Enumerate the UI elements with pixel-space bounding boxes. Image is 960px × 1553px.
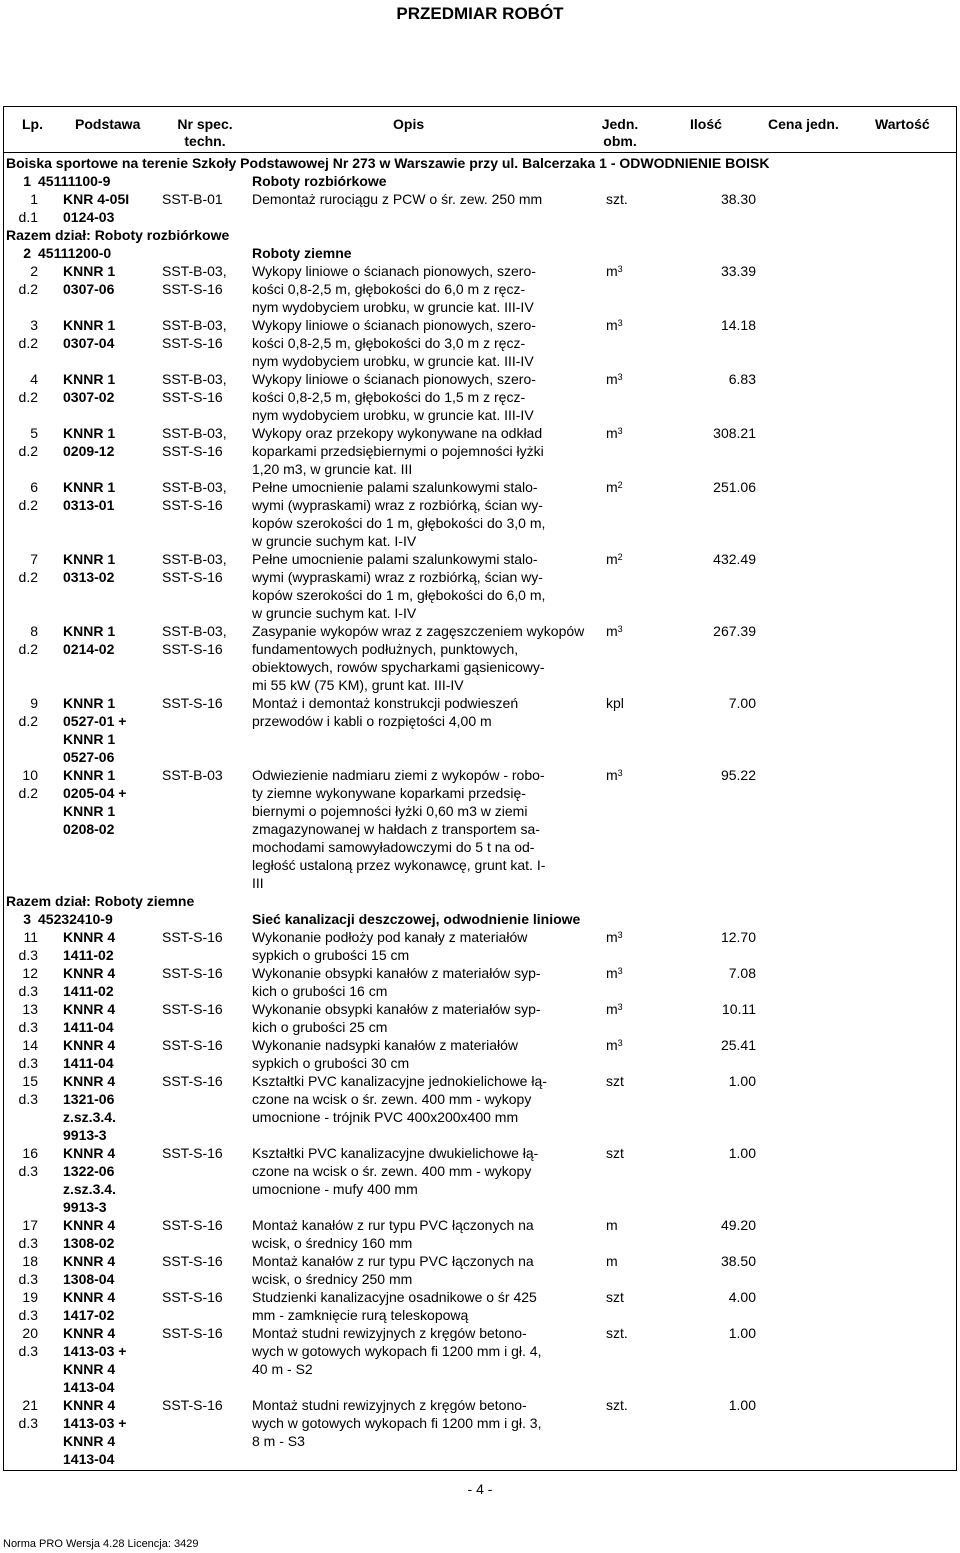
item-quantity: 10.11: [722, 1001, 756, 1017]
item-description: w gruncie suchym kat. I-IV: [252, 605, 417, 621]
item-unit: szt.: [606, 1397, 628, 1413]
item-quantity: 38.50: [720, 1253, 756, 1269]
item-description: Kształtki PVC kanalizacyjne jednokielichowe łą-: [252, 1073, 547, 1089]
item-description: wymi (wypraskami) wraz z rozbiórką, ścian wy-: [252, 569, 543, 585]
item-spec: SST-B-03,: [162, 551, 227, 567]
item-description: kich o grubości 25 cm: [252, 1019, 388, 1035]
item-description: wcisk, o średnicy 250 mm: [252, 1271, 413, 1287]
item-description: koparkami przedsiębiernymi o pojemności łyżki: [252, 443, 544, 459]
header-bottom-border: [3, 152, 957, 153]
item-basis: 1411-02: [63, 947, 114, 963]
item-unit: szt: [606, 1145, 624, 1161]
item-unit: $m^3$: [606, 767, 623, 783]
item-basis: KNNR 4: [63, 1289, 116, 1305]
header-lp: Lp.: [22, 116, 43, 132]
item-lp: 1: [30, 191, 38, 207]
project-title: Boiska sportowe na terenie Szkoły Podstawowej Nr 273 w Warszawie przy ul. Balcerzaka 1 - ODWODNIENIE BOISK: [6, 155, 770, 171]
item-quantity: 1.00: [728, 1325, 756, 1341]
item-spec: SST-S-16: [162, 335, 223, 351]
item-description: Montaż studni rewizyjnych z kręgów betono-: [252, 1325, 527, 1341]
section-name: Sieć kanalizacji deszczowej, odwodnienie liniowe: [252, 911, 581, 927]
item-unit: $m^3$: [606, 1037, 623, 1053]
item-basis: 0307-06: [63, 281, 115, 297]
item-basis: KNNR 4: [63, 965, 116, 981]
item-lp: d.2: [18, 389, 38, 405]
section-code: 45111200-0: [38, 245, 112, 261]
item-spec: SST-B-03,: [162, 317, 227, 333]
item-unit: szt: [606, 1073, 624, 1089]
item-basis: 0313-01: [63, 497, 115, 513]
table-top-border: [3, 106, 957, 107]
item-spec: SST-S-16: [162, 1001, 223, 1017]
section-name: Roboty ziemne: [252, 245, 352, 261]
item-lp: 5: [30, 425, 38, 441]
item-quantity: 12.70: [720, 929, 756, 945]
item-lp: 6: [30, 479, 38, 495]
item-description: ty ziemne wykonywane koparkami przedsię-: [252, 785, 526, 801]
item-spec: SST-B-03: [162, 767, 223, 783]
item-description: kopów szerokości do 1 m, głębokości do 6,0 m,: [252, 587, 546, 603]
item-description: Wykonanie nadsypki kanałów z materiałów: [252, 1037, 518, 1053]
item-basis: KNNR 4: [63, 1001, 116, 1017]
item-basis: 1413-03 +: [63, 1343, 127, 1359]
item-unit: $m^3$: [606, 263, 623, 279]
item-lp: 19: [22, 1289, 38, 1305]
item-basis: 0209-12: [63, 443, 115, 459]
item-unit: $m^2$: [606, 479, 623, 495]
item-basis: KNNR 1: [63, 425, 116, 441]
item-basis: KNNR 1: [63, 479, 116, 495]
item-unit: szt.: [606, 191, 628, 207]
item-lp: d.2: [18, 569, 38, 585]
item-description: 8 m - S3: [252, 1433, 305, 1449]
footer-license: Norma PRO Wersja 4.28 Licencja: 3429: [3, 1538, 199, 1550]
item-lp: 10: [22, 767, 38, 783]
item-lp: 13: [22, 1001, 38, 1017]
item-description: kości 0,8-2,5 m, głębokości do 1,5 m z ręcz-: [252, 389, 526, 405]
item-basis: KNNR 4: [63, 929, 116, 945]
item-description: obiektowych, rowów spycharkami gąsienicowy-: [252, 659, 545, 675]
item-quantity: 432.49: [713, 551, 756, 567]
item-basis: 1413-04: [63, 1451, 115, 1467]
item-basis: 1411-02: [63, 983, 114, 999]
item-lp: d.3: [18, 983, 38, 999]
item-description: wych w gotowych wykopach fi 1200 mm i gł. 4,: [252, 1343, 542, 1359]
item-description: mi 55 kW (75 KM), grunt kat. III-IV: [252, 677, 464, 693]
item-unit: $m^3$: [606, 425, 623, 441]
item-description: Wykopy liniowe o ścianach pionowych, szero-: [252, 263, 536, 279]
item-basis: 1413-04: [63, 1379, 115, 1395]
item-unit: $m^3$: [606, 317, 623, 333]
item-lp: 9: [30, 695, 38, 711]
item-lp: d.3: [18, 1091, 38, 1107]
item-quantity: 267.39: [713, 623, 756, 639]
item-spec: SST-B-03,: [162, 263, 227, 279]
item-basis: KNNR 4: [63, 1433, 116, 1449]
item-lp: d.3: [18, 1055, 38, 1071]
table-right-border: [956, 106, 957, 1470]
item-basis: 0307-04: [63, 335, 115, 351]
item-description: Wykonanie podłoży pod kanały z materiałów: [252, 929, 528, 945]
item-lp: d.3: [18, 1163, 38, 1179]
item-basis: z.sz.3.4.: [63, 1109, 116, 1125]
section-code: 45111100-9: [38, 173, 111, 189]
item-basis: KNNR 4: [63, 1397, 116, 1413]
item-description: czone na wcisk o śr. zewn. 400 mm - wykopy: [252, 1163, 532, 1179]
item-lp: d.3: [18, 1343, 38, 1359]
item-lp: 12: [22, 965, 38, 981]
item-basis: KNNR 1: [63, 317, 116, 333]
item-basis: 9913-3: [63, 1127, 107, 1143]
item-unit: m: [606, 1217, 618, 1233]
item-unit: $m^3$: [606, 371, 623, 387]
item-basis: 0313-02: [63, 569, 115, 585]
page-title: PRZEDMIAR ROBÓT: [396, 4, 564, 23]
item-basis: KNNR 4: [63, 1325, 116, 1341]
item-description: Odwiezienie nadmiaru ziemi z wykopów - robo-: [252, 767, 545, 783]
item-lp: d.3: [18, 947, 38, 963]
item-spec: SST-S-16: [162, 641, 223, 657]
item-spec: SST-B-03,: [162, 371, 227, 387]
item-unit: kpl: [606, 695, 624, 711]
table-left-border: [3, 106, 4, 1470]
item-description: wymi (wypraskami) wraz z rozbiórką, ścian wy-: [252, 497, 543, 513]
item-description: III: [252, 875, 264, 891]
item-description: mm - zamknięcie rurą teleskopową: [252, 1307, 469, 1323]
item-description: Montaż kanałów z rur typu PVC łączonych na: [252, 1253, 534, 1269]
section-number: 1: [23, 173, 31, 189]
item-description: 40 m - S2: [252, 1361, 313, 1377]
header-opis: Opis: [393, 116, 425, 132]
header-jedn: Jedn. obm.: [601, 116, 639, 149]
item-basis: KNNR 1: [63, 551, 116, 567]
item-basis: KNNR 4: [63, 1361, 116, 1377]
item-description: nym wydobyciem urobku, w gruncie kat. III-IV: [252, 353, 534, 369]
item-description: w gruncie suchym kat. I-IV: [252, 533, 417, 549]
item-spec: SST-B-03,: [162, 479, 227, 495]
item-lp: 20: [22, 1325, 38, 1341]
item-basis: 1322-06: [63, 1163, 115, 1179]
item-lp: 18: [22, 1253, 38, 1269]
item-lp: d.3: [18, 1235, 38, 1251]
section-name: Roboty rozbiórkowe: [252, 173, 387, 189]
item-description: sypkich o grubości 15 cm: [252, 947, 410, 963]
item-lp: d.3: [18, 1307, 38, 1323]
item-spec: SST-S-16: [162, 1397, 223, 1413]
item-basis: KNNR 1: [63, 731, 116, 747]
section-code: 45232410-9: [38, 911, 113, 927]
item-quantity: 6.83: [728, 371, 756, 387]
item-basis: KNNR 1: [63, 623, 116, 639]
item-basis: 0205-04 +: [63, 785, 127, 801]
item-spec: SST-S-16: [162, 569, 223, 585]
item-description: Montaż studni rewizyjnych z kręgów betono-: [252, 1397, 527, 1413]
item-unit: $m^3$: [606, 623, 623, 639]
item-description: Wykopy oraz przekopy wykonywane na odkład: [252, 425, 543, 441]
item-quantity: 251.06: [713, 479, 756, 495]
item-basis: KNNR 4: [63, 1217, 116, 1233]
item-spec: SST-S-16: [162, 695, 223, 711]
item-basis: KNNR 1: [63, 371, 116, 387]
item-description: nym wydobyciem urobku, w gruncie kat. III-IV: [252, 407, 534, 423]
item-spec: SST-B-03,: [162, 425, 227, 441]
item-spec: SST-S-16: [162, 389, 223, 405]
item-description: ległość ustaloną przez wykonawcę, grunt kat. I-: [252, 857, 546, 873]
item-lp: 11: [23, 929, 38, 945]
item-lp: d.2: [18, 281, 38, 297]
item-basis: 1413-03 +: [63, 1415, 127, 1431]
item-basis: KNNR 1: [63, 695, 116, 711]
item-description: Studzienki kanalizacyjne osadnikowe o śr 425: [252, 1289, 537, 1305]
item-spec: SST-S-16: [162, 929, 223, 945]
item-quantity: 4.00: [728, 1289, 756, 1305]
section-subtotal: Razem dział: Roboty ziemne: [6, 893, 195, 909]
item-basis: 1411-04: [63, 1019, 114, 1035]
section-number: 2: [23, 245, 31, 261]
item-basis: KNNR 1: [63, 263, 116, 279]
item-description: kopów szerokości do 1 m, głębokości do 3,0 m,: [252, 515, 546, 531]
item-description: umocnione - trójnik PVC 400x200x400 mm: [252, 1109, 519, 1125]
item-description: sypkich o grubości 30 cm: [252, 1055, 410, 1071]
item-description: czone na wcisk o śr. zewn. 400 mm - wykopy: [252, 1091, 532, 1107]
item-quantity: 308.21: [713, 425, 756, 441]
item-description: Zasypanie wykopów wraz z zagęszczeniem wykopów: [252, 623, 585, 639]
item-description: Pełne umocnienie palami szalunkowymi stalo-: [252, 551, 538, 567]
item-unit: $m^3$: [606, 929, 623, 945]
item-basis: 0307-02: [63, 389, 115, 405]
item-spec: SST-S-16: [162, 1217, 223, 1233]
item-basis: 0527-06: [63, 749, 115, 765]
item-basis: KNNR 4: [63, 1037, 116, 1053]
item-basis: 1308-04: [63, 1271, 115, 1287]
item-spec: SST-S-16: [162, 965, 223, 981]
item-description: Kształtki PVC kanalizacyjne dwukielichowe łą-: [252, 1145, 539, 1161]
item-unit: m: [606, 1253, 618, 1269]
item-lp: d.2: [18, 713, 38, 729]
item-unit: $m^3$: [606, 1001, 623, 1017]
item-basis: 0214-02: [63, 641, 115, 657]
item-description: 1,20 m3, w gruncie kat. III: [252, 461, 413, 477]
item-unit: szt: [606, 1289, 624, 1305]
item-description: mochodami samowyładowczymi do 5 t na od-: [252, 839, 535, 855]
item-description: Wykopy liniowe o ścianach pionowych, szero-: [252, 371, 536, 387]
item-spec: SST-S-16: [162, 1253, 223, 1269]
header-ilosc: Ilość: [690, 116, 722, 132]
item-spec: SST-B-01: [162, 191, 223, 207]
item-description: Montaż kanałów z rur typu PVC łączonych na: [252, 1217, 534, 1233]
item-description: kich o grubości 16 cm: [252, 983, 388, 999]
item-description: Pełne umocnienie palami szalunkowymi stalo-: [252, 479, 538, 495]
item-quantity: 25.41: [720, 1037, 756, 1053]
item-lp: d.2: [18, 785, 38, 801]
item-description: Wykonanie obsypki kanałów z materiałów syp-: [252, 1001, 541, 1017]
item-spec: SST-S-16: [162, 1289, 223, 1305]
item-basis: 1417-02: [63, 1307, 115, 1323]
item-spec: SST-S-16: [162, 497, 223, 513]
item-basis: KNR 4-05I: [63, 191, 130, 207]
item-spec: SST-S-16: [162, 1325, 223, 1341]
item-lp: d.2: [18, 443, 38, 459]
item-quantity: 38.30: [720, 191, 756, 207]
item-unit: $m^2$: [606, 551, 623, 567]
section-subtotal: Razem dział: Roboty rozbiórkowe: [6, 227, 230, 243]
item-lp: d.2: [18, 335, 38, 351]
item-lp: 16: [22, 1145, 38, 1161]
item-lp: 2: [30, 263, 38, 279]
item-quantity: 7.08: [728, 965, 756, 981]
item-description: nym wydobyciem urobku, w gruncie kat. III-IV: [252, 299, 534, 315]
table-bottom-border: [3, 1470, 957, 1471]
item-basis: 1411-04: [63, 1055, 114, 1071]
item-basis: z.sz.3.4.: [63, 1181, 116, 1197]
item-lp: d.3: [18, 1271, 38, 1287]
item-lp: 15: [22, 1073, 38, 1089]
item-basis: KNNR 4: [63, 1073, 116, 1089]
item-unit: $m^3$: [606, 965, 623, 981]
page-number: - 4 -: [467, 1481, 493, 1497]
item-description: wych w gotowych wykopach fi 1200 mm i gł. 3,: [252, 1415, 542, 1431]
item-spec: SST-S-16: [162, 1073, 223, 1089]
item-lp: 8: [30, 623, 38, 639]
item-lp: d.3: [18, 1019, 38, 1035]
section-number: 3: [23, 911, 31, 927]
item-description: kości 0,8-2,5 m, głębokości do 6,0 m z ręcz-: [252, 281, 526, 297]
header-nr-spec: Nr spec. techn.: [177, 116, 233, 149]
item-basis: 0124-03: [63, 209, 115, 225]
item-quantity: 33.39: [720, 263, 756, 279]
item-lp: 14: [22, 1037, 38, 1053]
header-cena: Cena jedn.: [768, 116, 839, 132]
item-lp: 7: [30, 551, 38, 567]
header-wartosc: Wartość: [875, 116, 930, 132]
item-basis: 0527-01 +: [63, 713, 127, 729]
item-description: wcisk, o średnicy 160 mm: [252, 1235, 413, 1251]
item-basis: KNNR 1: [63, 767, 116, 783]
item-quantity: 95.22: [720, 767, 756, 783]
item-unit: szt.: [606, 1325, 628, 1341]
item-quantity: 7.00: [728, 695, 756, 711]
item-description: fundamentowych podłużnych, punktowych,: [252, 641, 519, 657]
item-basis: KNNR 4: [63, 1253, 116, 1269]
item-lp: d.2: [18, 641, 38, 657]
item-quantity: 49.20: [720, 1217, 756, 1233]
item-description: Wykonanie obsypki kanałów z materiałów syp-: [252, 965, 541, 981]
item-lp: d.3: [18, 1415, 38, 1431]
item-basis: 1321-06: [63, 1091, 115, 1107]
item-lp: 21: [22, 1397, 38, 1413]
item-lp: d.1: [18, 209, 38, 225]
item-spec: SST-S-16: [162, 1037, 223, 1053]
item-lp: 4: [30, 371, 38, 387]
header-podstawa: Podstawa: [75, 116, 141, 132]
item-description: biernymi o pojemności łyżki 0,60 m3 w ziemi: [252, 803, 528, 819]
item-description: Montaż i demontaż konstrukcji podwieszeń: [252, 695, 519, 711]
item-basis: 0208-02: [63, 821, 115, 837]
item-quantity: 1.00: [728, 1145, 756, 1161]
item-spec: SST-S-16: [162, 443, 223, 459]
item-lp: d.2: [18, 497, 38, 513]
item-description: Wykopy liniowe o ścianach pionowych, szero-: [252, 317, 536, 333]
item-basis: KNNR 4: [63, 1145, 116, 1161]
item-description: kości 0,8-2,5 m, głębokości do 3,0 m z ręcz-: [252, 335, 526, 351]
item-spec: SST-S-16: [162, 1145, 223, 1161]
item-spec: SST-B-03,: [162, 623, 227, 639]
item-description: umocnione - mufy 400 mm: [252, 1181, 418, 1197]
item-spec: SST-S-16: [162, 281, 223, 297]
item-description: zmagazynowanej w hałdach z transportem sa-: [252, 821, 540, 837]
item-basis: KNNR 1: [63, 803, 116, 819]
item-quantity: 1.00: [728, 1397, 756, 1413]
item-description: Demontaż rurociągu z PCW o śr. zew. 250 mm: [252, 191, 543, 207]
item-basis: 1308-02: [63, 1235, 115, 1251]
item-lp: 3: [30, 317, 38, 333]
item-description: przewodów i kabli o rozpiętości 4,00 m: [252, 713, 492, 729]
item-lp: 17: [22, 1217, 38, 1233]
item-quantity: 14.18: [720, 317, 756, 333]
item-basis: 9913-3: [63, 1199, 107, 1215]
item-quantity: 1.00: [728, 1073, 756, 1089]
